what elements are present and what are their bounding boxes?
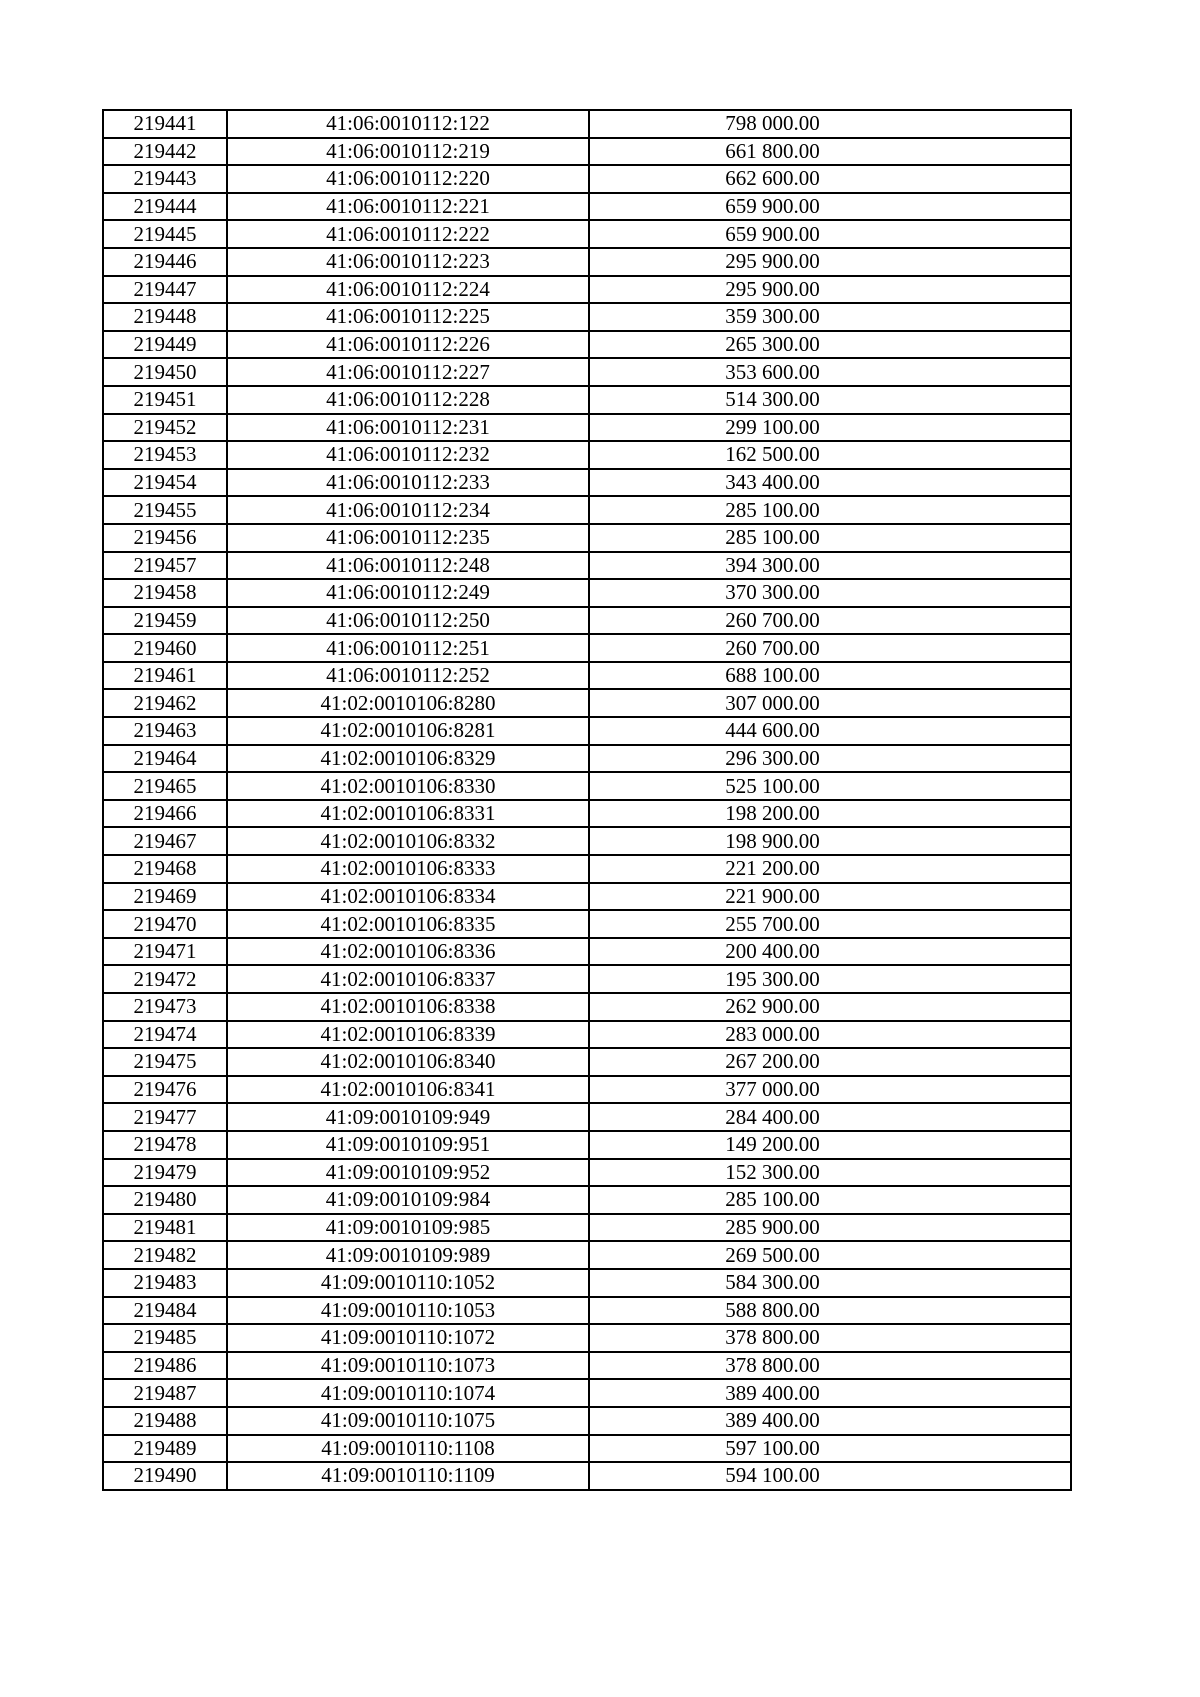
- cadastral-value-cell: 283 000.00: [589, 1021, 1071, 1049]
- table-row: [103, 662, 1071, 690]
- cadastral-number-cell: 41:09:0010109:985: [227, 1214, 589, 1242]
- cadastral-number-cell: 41:06:0010112:252: [227, 662, 589, 690]
- cadastral-value-cell: 597 100.00: [589, 1435, 1071, 1463]
- table-row: [103, 883, 1071, 911]
- cadastral-number-cell: 41:02:0010106:8341: [227, 1076, 589, 1104]
- cadastral-value-cell: 514 300.00: [589, 386, 1071, 414]
- row-number-cell: 219460: [103, 634, 227, 662]
- row-number-cell: 219451: [103, 386, 227, 414]
- table-row: [103, 772, 1071, 800]
- cadastral-value-cell: 295 900.00: [589, 276, 1071, 304]
- row-number-cell: 219485: [103, 1324, 227, 1352]
- row-number-cell: 219476: [103, 1076, 227, 1104]
- cadastral-value-cell: 394 300.00: [589, 552, 1071, 580]
- cadastral-number-cell: 41:02:0010106:8332: [227, 827, 589, 855]
- row-number-cell: 219470: [103, 910, 227, 938]
- cadastral-value-cell: 359 300.00: [589, 303, 1071, 331]
- cadastral-number-cell: 41:02:0010106:8336: [227, 938, 589, 966]
- table-row: [103, 855, 1071, 883]
- row-number-cell: 219457: [103, 552, 227, 580]
- cadastral-number-cell: 41:02:0010106:8329: [227, 745, 589, 773]
- table-row: [103, 634, 1071, 662]
- row-number-cell: 219465: [103, 772, 227, 800]
- row-number-cell: 219475: [103, 1048, 227, 1076]
- cadastral-value-cell: 285 900.00: [589, 1214, 1071, 1242]
- cadastral-value-cell: 285 100.00: [589, 496, 1071, 524]
- table-row: [103, 1186, 1071, 1214]
- cadastral-value-cell: 353 600.00: [589, 358, 1071, 386]
- cadastral-value-cell: 295 900.00: [589, 248, 1071, 276]
- cadastral-number-cell: 41:02:0010106:8339: [227, 1021, 589, 1049]
- table-row: [103, 1241, 1071, 1269]
- cadastral-number-cell: 41:02:0010106:8331: [227, 800, 589, 828]
- row-number-cell: 219446: [103, 248, 227, 276]
- cadastral-value-cell: 255 700.00: [589, 910, 1071, 938]
- table-row: [103, 552, 1071, 580]
- cadastral-value-cell: 260 700.00: [589, 634, 1071, 662]
- table-row: [103, 607, 1071, 635]
- cadastral-value-cell: 389 400.00: [589, 1379, 1071, 1407]
- row-number-cell: 219486: [103, 1352, 227, 1380]
- cadastral-value-cell: 284 400.00: [589, 1103, 1071, 1131]
- row-number-cell: 219487: [103, 1379, 227, 1407]
- row-number-cell: 219480: [103, 1186, 227, 1214]
- table-row: [103, 827, 1071, 855]
- row-number-cell: 219452: [103, 414, 227, 442]
- table-row: [103, 1048, 1071, 1076]
- table-row: [103, 1352, 1071, 1380]
- table-row: [103, 938, 1071, 966]
- cadastral-value-cell: 285 100.00: [589, 524, 1071, 552]
- cadastral-value-cell: 198 200.00: [589, 800, 1071, 828]
- cadastral-number-cell: 41:06:0010112:231: [227, 414, 589, 442]
- row-number-cell: 219474: [103, 1021, 227, 1049]
- table-row: [103, 1324, 1071, 1352]
- cadastral-value-cell: 659 900.00: [589, 220, 1071, 248]
- cadastral-value-cell: 260 700.00: [589, 607, 1071, 635]
- row-number-cell: 219468: [103, 855, 227, 883]
- cadastral-number-cell: 41:02:0010106:8330: [227, 772, 589, 800]
- row-number-cell: 219450: [103, 358, 227, 386]
- row-number-cell: 219443: [103, 165, 227, 193]
- cadastral-number-cell: 41:02:0010106:8338: [227, 993, 589, 1021]
- cadastral-value-cell: 162 500.00: [589, 441, 1071, 469]
- row-number-cell: 219481: [103, 1214, 227, 1242]
- cadastral-number-cell: 41:09:0010110:1073: [227, 1352, 589, 1380]
- cadastral-value-table: [102, 109, 1072, 1491]
- table-row: [103, 579, 1071, 607]
- row-number-cell: 219444: [103, 193, 227, 221]
- cadastral-number-cell: 41:06:0010112:233: [227, 469, 589, 497]
- cadastral-number-cell: 41:09:0010110:1108: [227, 1435, 589, 1463]
- cadastral-number-cell: 41:06:0010112:224: [227, 276, 589, 304]
- table-row: [103, 496, 1071, 524]
- cadastral-value-cell: 152 300.00: [589, 1159, 1071, 1187]
- cadastral-value-cell: 198 900.00: [589, 827, 1071, 855]
- table-row: [103, 745, 1071, 773]
- row-number-cell: 219477: [103, 1103, 227, 1131]
- cadastral-value-cell: 661 800.00: [589, 138, 1071, 166]
- cadastral-number-cell: 41:06:0010112:220: [227, 165, 589, 193]
- cadastral-value-cell: 149 200.00: [589, 1131, 1071, 1159]
- cadastral-number-cell: 41:09:0010109:949: [227, 1103, 589, 1131]
- cadastral-number-cell: 41:09:0010110:1074: [227, 1379, 589, 1407]
- cadastral-number-cell: 41:06:0010112:232: [227, 441, 589, 469]
- row-number-cell: 219471: [103, 938, 227, 966]
- table-row: [103, 1076, 1071, 1104]
- row-number-cell: 219453: [103, 441, 227, 469]
- table-row: [103, 689, 1071, 717]
- table-row: [103, 110, 1071, 138]
- row-number-cell: 219484: [103, 1297, 227, 1325]
- cadastral-number-cell: 41:02:0010106:8335: [227, 910, 589, 938]
- cadastral-number-cell: 41:06:0010112:221: [227, 193, 589, 221]
- row-number-cell: 219488: [103, 1407, 227, 1435]
- table-row: [103, 910, 1071, 938]
- cadastral-number-cell: 41:06:0010112:228: [227, 386, 589, 414]
- cadastral-value-cell: 584 300.00: [589, 1269, 1071, 1297]
- row-number-cell: 219472: [103, 965, 227, 993]
- cadastral-value-cell: 262 900.00: [589, 993, 1071, 1021]
- cadastral-number-cell: 41:06:0010112:248: [227, 552, 589, 580]
- table-row: [103, 1379, 1071, 1407]
- cadastral-value-cell: 798 000.00: [589, 110, 1071, 138]
- cadastral-number-cell: 41:09:0010110:1053: [227, 1297, 589, 1325]
- cadastral-number-cell: 41:06:0010112:250: [227, 607, 589, 635]
- cadastral-number-cell: 41:09:0010109:951: [227, 1131, 589, 1159]
- cadastral-number-cell: 41:06:0010112:219: [227, 138, 589, 166]
- table-row: [103, 1021, 1071, 1049]
- row-number-cell: 219459: [103, 607, 227, 635]
- row-number-cell: 219483: [103, 1269, 227, 1297]
- cadastral-number-cell: 41:06:0010112:234: [227, 496, 589, 524]
- table-row: [103, 1462, 1071, 1490]
- cadastral-value-cell: 594 100.00: [589, 1462, 1071, 1490]
- cadastral-value-cell: 444 600.00: [589, 717, 1071, 745]
- table-row: [103, 386, 1071, 414]
- table-row: [103, 276, 1071, 304]
- cadastral-number-cell: 41:06:0010112:225: [227, 303, 589, 331]
- cadastral-value-cell: 377 000.00: [589, 1076, 1071, 1104]
- row-number-cell: 219489: [103, 1435, 227, 1463]
- table-row: [103, 414, 1071, 442]
- table-row: [103, 965, 1071, 993]
- table-row: [103, 993, 1071, 1021]
- cadastral-number-cell: 41:06:0010112:249: [227, 579, 589, 607]
- cadastral-value-cell: 265 300.00: [589, 331, 1071, 359]
- table-row: [103, 138, 1071, 166]
- row-number-cell: 219445: [103, 220, 227, 248]
- table-row: [103, 358, 1071, 386]
- cadastral-number-cell: 41:02:0010106:8340: [227, 1048, 589, 1076]
- row-number-cell: 219441: [103, 110, 227, 138]
- cadastral-value-cell: 200 400.00: [589, 938, 1071, 966]
- table-row: [103, 220, 1071, 248]
- cadastral-number-cell: 41:09:0010109:989: [227, 1241, 589, 1269]
- cadastral-value-cell: 307 000.00: [589, 689, 1071, 717]
- table-row: [103, 248, 1071, 276]
- cadastral-number-cell: 41:02:0010106:8280: [227, 689, 589, 717]
- cadastral-value-cell: 662 600.00: [589, 165, 1071, 193]
- row-number-cell: 219454: [103, 469, 227, 497]
- table-row: [103, 303, 1071, 331]
- row-number-cell: 219455: [103, 496, 227, 524]
- table-row: [103, 1297, 1071, 1325]
- row-number-cell: 219467: [103, 827, 227, 855]
- cadastral-value-cell: 269 500.00: [589, 1241, 1071, 1269]
- table-row: [103, 1407, 1071, 1435]
- row-number-cell: 219448: [103, 303, 227, 331]
- table-row: [103, 524, 1071, 552]
- row-number-cell: 219479: [103, 1159, 227, 1187]
- table-row: [103, 717, 1071, 745]
- table-row: [103, 1435, 1071, 1463]
- cadastral-number-cell: 41:06:0010112:227: [227, 358, 589, 386]
- cadastral-number-cell: 41:02:0010106:8333: [227, 855, 589, 883]
- cadastral-number-cell: 41:02:0010106:8281: [227, 717, 589, 745]
- row-number-cell: 219490: [103, 1462, 227, 1490]
- table-row: [103, 800, 1071, 828]
- row-number-cell: 219458: [103, 579, 227, 607]
- cadastral-value-cell: 221 900.00: [589, 883, 1071, 911]
- cadastral-number-cell: 41:09:0010109:984: [227, 1186, 589, 1214]
- table-row: [103, 331, 1071, 359]
- cadastral-number-cell: 41:09:0010109:952: [227, 1159, 589, 1187]
- cadastral-number-cell: 41:06:0010112:223: [227, 248, 589, 276]
- cadastral-number-cell: 41:06:0010112:251: [227, 634, 589, 662]
- cadastral-value-cell: 688 100.00: [589, 662, 1071, 690]
- row-number-cell: 219464: [103, 745, 227, 773]
- table-row: [103, 193, 1071, 221]
- row-number-cell: 219466: [103, 800, 227, 828]
- table-body: [103, 110, 1071, 1490]
- table-row: [103, 1131, 1071, 1159]
- row-number-cell: 219447: [103, 276, 227, 304]
- cadastral-number-cell: 41:09:0010110:1052: [227, 1269, 589, 1297]
- row-number-cell: 219463: [103, 717, 227, 745]
- cadastral-number-cell: 41:06:0010112:226: [227, 331, 589, 359]
- cadastral-value-cell: 195 300.00: [589, 965, 1071, 993]
- cadastral-value-cell: 378 800.00: [589, 1324, 1071, 1352]
- cadastral-value-cell: 285 100.00: [589, 1186, 1071, 1214]
- cadastral-number-cell: 41:06:0010112:122: [227, 110, 589, 138]
- cadastral-number-cell: 41:06:0010112:222: [227, 220, 589, 248]
- cadastral-number-cell: 41:02:0010106:8337: [227, 965, 589, 993]
- cadastral-value-cell: 299 100.00: [589, 414, 1071, 442]
- row-number-cell: 219442: [103, 138, 227, 166]
- cadastral-value-cell: 525 100.00: [589, 772, 1071, 800]
- cadastral-number-cell: 41:02:0010106:8334: [227, 883, 589, 911]
- cadastral-value-cell: 389 400.00: [589, 1407, 1071, 1435]
- cadastral-number-cell: 41:09:0010110:1075: [227, 1407, 589, 1435]
- cadastral-value-cell: 221 200.00: [589, 855, 1071, 883]
- cadastral-value-cell: 267 200.00: [589, 1048, 1071, 1076]
- cadastral-number-cell: 41:09:0010110:1072: [227, 1324, 589, 1352]
- table-row: [103, 1103, 1071, 1131]
- cadastral-value-cell: 659 900.00: [589, 193, 1071, 221]
- table-row: [103, 1214, 1071, 1242]
- row-number-cell: 219469: [103, 883, 227, 911]
- table-row: [103, 441, 1071, 469]
- cadastral-number-cell: 41:09:0010110:1109: [227, 1462, 589, 1490]
- table-row: [103, 1159, 1071, 1187]
- cadastral-value-cell: 588 800.00: [589, 1297, 1071, 1325]
- row-number-cell: 219473: [103, 993, 227, 1021]
- row-number-cell: 219449: [103, 331, 227, 359]
- cadastral-value-cell: 378 800.00: [589, 1352, 1071, 1380]
- table-row: [103, 1269, 1071, 1297]
- cadastral-value-cell: 296 300.00: [589, 745, 1071, 773]
- row-number-cell: 219478: [103, 1131, 227, 1159]
- row-number-cell: 219456: [103, 524, 227, 552]
- row-number-cell: 219482: [103, 1241, 227, 1269]
- cadastral-value-cell: 370 300.00: [589, 579, 1071, 607]
- cadastral-number-cell: 41:06:0010112:235: [227, 524, 589, 552]
- cadastral-value-cell: 343 400.00: [589, 469, 1071, 497]
- table-row: [103, 165, 1071, 193]
- table-row: [103, 469, 1071, 497]
- row-number-cell: 219462: [103, 689, 227, 717]
- row-number-cell: 219461: [103, 662, 227, 690]
